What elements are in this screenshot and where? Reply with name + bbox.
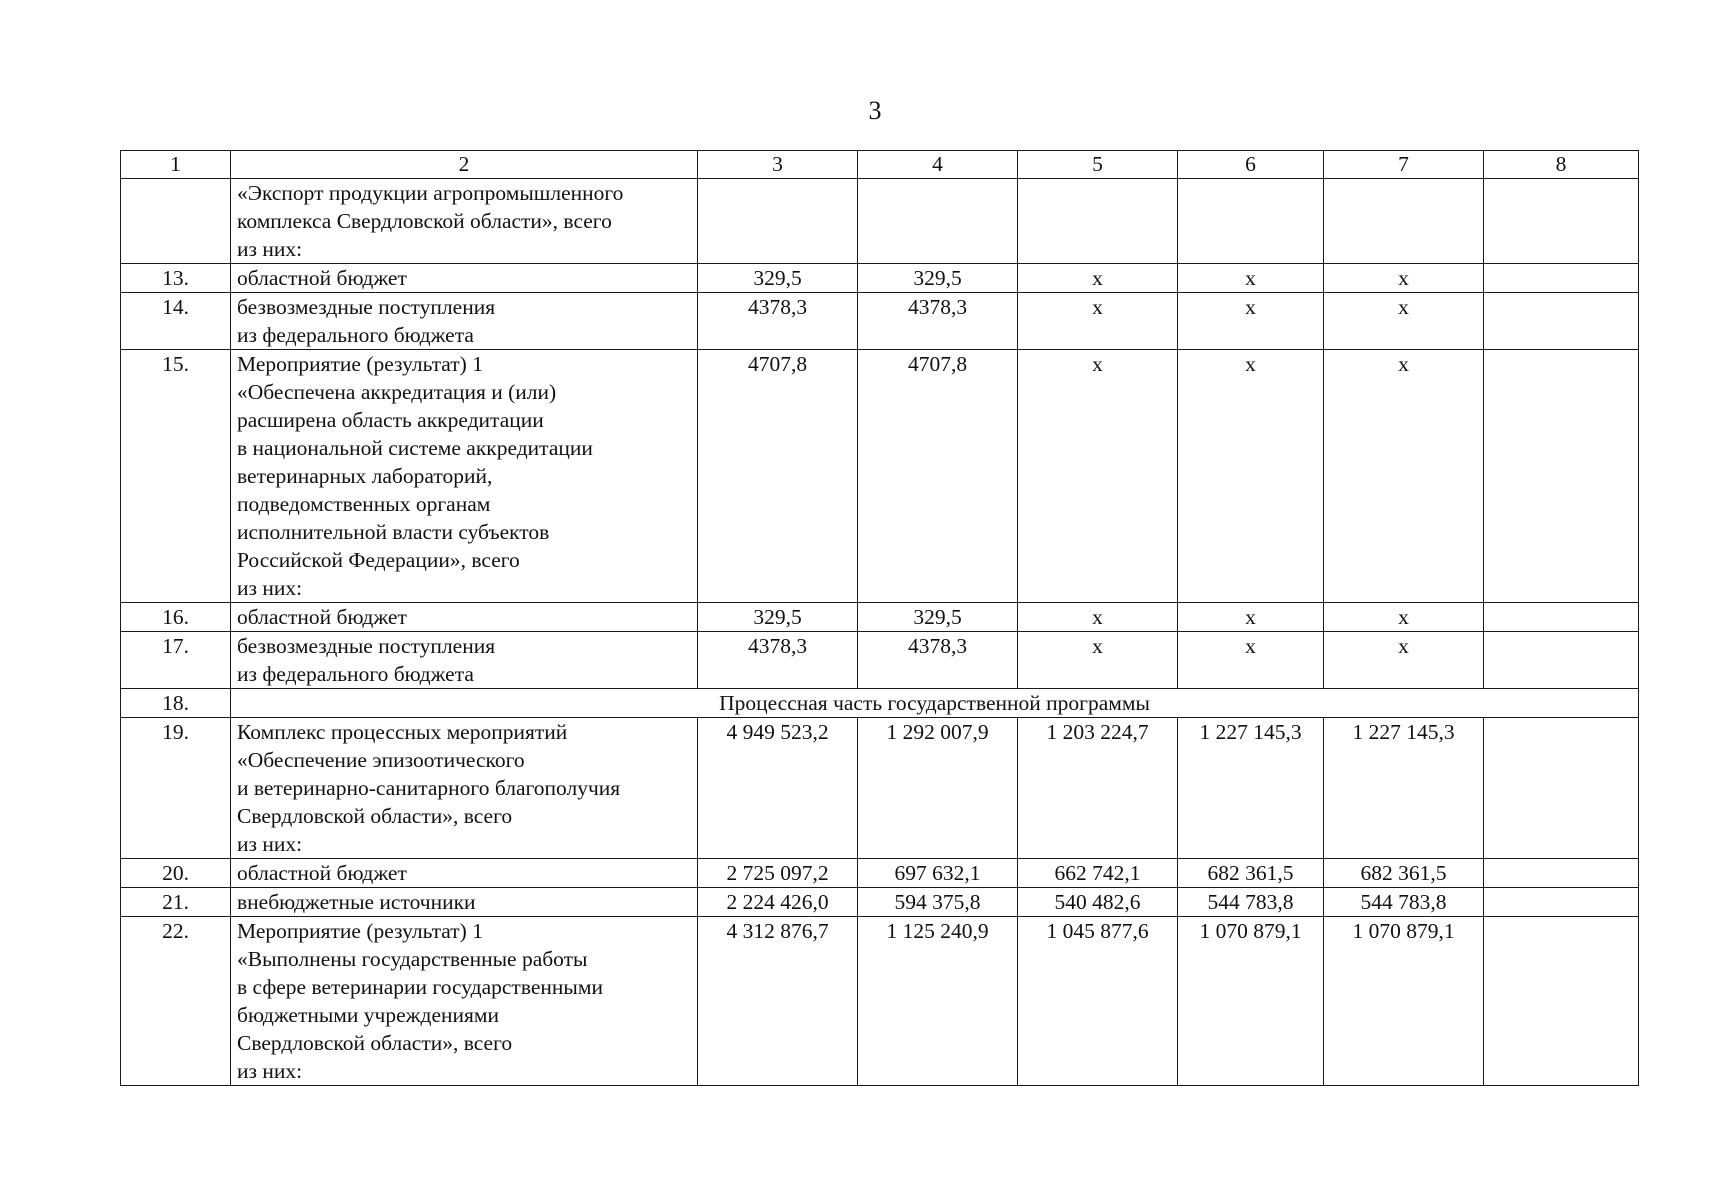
row-name: Комплекс процессных мероприятий «Обеспечение эпизоотического и ветеринарно-санитарного благополучия Свердловской области», всего из них:	[231, 718, 698, 859]
value-col-8	[1484, 293, 1639, 350]
value-col-6: 682 361,5	[1178, 859, 1324, 888]
value-col-7: x	[1324, 264, 1484, 293]
value-col-4: 329,5	[858, 264, 1018, 293]
value-col-6: 544 783,8	[1178, 888, 1324, 917]
column-header-8: 8	[1484, 151, 1639, 179]
value-col-3: 4378,3	[698, 293, 858, 350]
value-col-3: 329,5	[698, 264, 858, 293]
value-col-7: x	[1324, 293, 1484, 350]
value-col-7: 1 227 145,3	[1324, 718, 1484, 859]
budget-table	[120, 150, 1639, 1086]
value-col-3: 329,5	[698, 603, 858, 632]
value-col-8	[1484, 917, 1639, 1086]
value-col-3	[698, 179, 858, 264]
value-col-8	[1484, 179, 1639, 264]
row-name: областной бюджет	[231, 603, 698, 632]
column-header-1: 1	[121, 151, 231, 179]
value-col-4: 1 292 007,9	[858, 718, 1018, 859]
table-row	[121, 293, 1639, 350]
value-col-3: 2 224 426,0	[698, 888, 858, 917]
value-col-6	[1178, 179, 1324, 264]
value-col-3: 4378,3	[698, 632, 858, 689]
row-number: 15.	[121, 350, 231, 603]
value-col-5: 540 482,6	[1018, 888, 1178, 917]
value-col-8	[1484, 632, 1639, 689]
row-number: 14.	[121, 293, 231, 350]
value-col-6: 1 227 145,3	[1178, 718, 1324, 859]
table-body	[121, 151, 1639, 1086]
row-number: 18.	[121, 689, 231, 718]
table-row	[121, 350, 1639, 603]
table-row	[121, 859, 1639, 888]
row-number: 19.	[121, 718, 231, 859]
row-number: 16.	[121, 603, 231, 632]
page-number: 3	[868, 96, 882, 125]
value-col-6: x	[1178, 350, 1324, 603]
row-number: 21.	[121, 888, 231, 917]
value-col-7: x	[1324, 632, 1484, 689]
value-col-4: 4707,8	[858, 350, 1018, 603]
row-name: безвозмездные поступления из федерального бюджета	[231, 632, 698, 689]
value-col-7: x	[1324, 603, 1484, 632]
value-col-4	[858, 179, 1018, 264]
column-header-7: 7	[1324, 151, 1484, 179]
column-header-6: 6	[1178, 151, 1324, 179]
value-col-8	[1484, 888, 1639, 917]
value-col-4: 4378,3	[858, 632, 1018, 689]
value-col-3: 4707,8	[698, 350, 858, 603]
row-number: 20.	[121, 859, 231, 888]
value-col-3: 4 312 876,7	[698, 917, 858, 1086]
row-number	[121, 179, 231, 264]
row-name: Мероприятие (результат) 1 «Выполнены государственные работы в сфере ветеринарии государственными бюджетными учреждениями Свердловской области», всего из них:	[231, 917, 698, 1086]
value-col-4: 1 125 240,9	[858, 917, 1018, 1086]
value-col-7: x	[1324, 350, 1484, 603]
value-col-5: 662 742,1	[1018, 859, 1178, 888]
table-row	[121, 603, 1639, 632]
value-col-3: 4 949 523,2	[698, 718, 858, 859]
row-number: 17.	[121, 632, 231, 689]
section-title: Процессная часть государственной программы	[231, 689, 1639, 718]
value-col-6: x	[1178, 632, 1324, 689]
column-header-5: 5	[1018, 151, 1178, 179]
value-col-6: x	[1178, 264, 1324, 293]
row-number: 22.	[121, 917, 231, 1086]
value-col-8	[1484, 264, 1639, 293]
value-col-6: x	[1178, 603, 1324, 632]
value-col-5: x	[1018, 264, 1178, 293]
table-row	[121, 264, 1639, 293]
value-col-8	[1484, 350, 1639, 603]
table-row	[121, 689, 1639, 718]
value-col-4: 697 632,1	[858, 859, 1018, 888]
table-row	[121, 718, 1639, 859]
value-col-5: x	[1018, 632, 1178, 689]
row-name: областной бюджет	[231, 264, 698, 293]
table-row	[121, 917, 1639, 1086]
table-row	[121, 632, 1639, 689]
value-col-8	[1484, 859, 1639, 888]
value-col-4: 329,5	[858, 603, 1018, 632]
value-col-6: 1 070 879,1	[1178, 917, 1324, 1086]
value-col-4: 4378,3	[858, 293, 1018, 350]
table-header-row	[121, 151, 1639, 179]
value-col-7: 682 361,5	[1324, 859, 1484, 888]
value-col-5: x	[1018, 293, 1178, 350]
value-col-5: x	[1018, 603, 1178, 632]
value-col-7: 544 783,8	[1324, 888, 1484, 917]
value-col-5: 1 045 877,6	[1018, 917, 1178, 1086]
value-col-8	[1484, 718, 1639, 859]
row-number: 13.	[121, 264, 231, 293]
value-col-5: x	[1018, 350, 1178, 603]
row-name: безвозмездные поступления из федерального бюджета	[231, 293, 698, 350]
table-row	[121, 888, 1639, 917]
row-name: внебюджетные источники	[231, 888, 698, 917]
value-col-3: 2 725 097,2	[698, 859, 858, 888]
value-col-5: 1 203 224,7	[1018, 718, 1178, 859]
row-name: «Экспорт продукции агропромышленного комплекса Свердловской области», всего из них:	[231, 179, 698, 264]
value-col-5	[1018, 179, 1178, 264]
row-name: Мероприятие (результат) 1 «Обеспечена аккредитация и (или) расширена область аккредитации в национальной системе аккредитации ветеринарных лабораторий, подведомственных органам исполнительной власти субъектов Российской Федерации», всего из них:	[231, 350, 698, 603]
value-col-4: 594 375,8	[858, 888, 1018, 917]
column-header-4: 4	[858, 151, 1018, 179]
value-col-8	[1484, 603, 1639, 632]
value-col-7	[1324, 179, 1484, 264]
table-row	[121, 179, 1639, 264]
row-name: областной бюджет	[231, 859, 698, 888]
column-header-3: 3	[698, 151, 858, 179]
value-col-7: 1 070 879,1	[1324, 917, 1484, 1086]
column-header-2: 2	[231, 151, 698, 179]
value-col-6: x	[1178, 293, 1324, 350]
